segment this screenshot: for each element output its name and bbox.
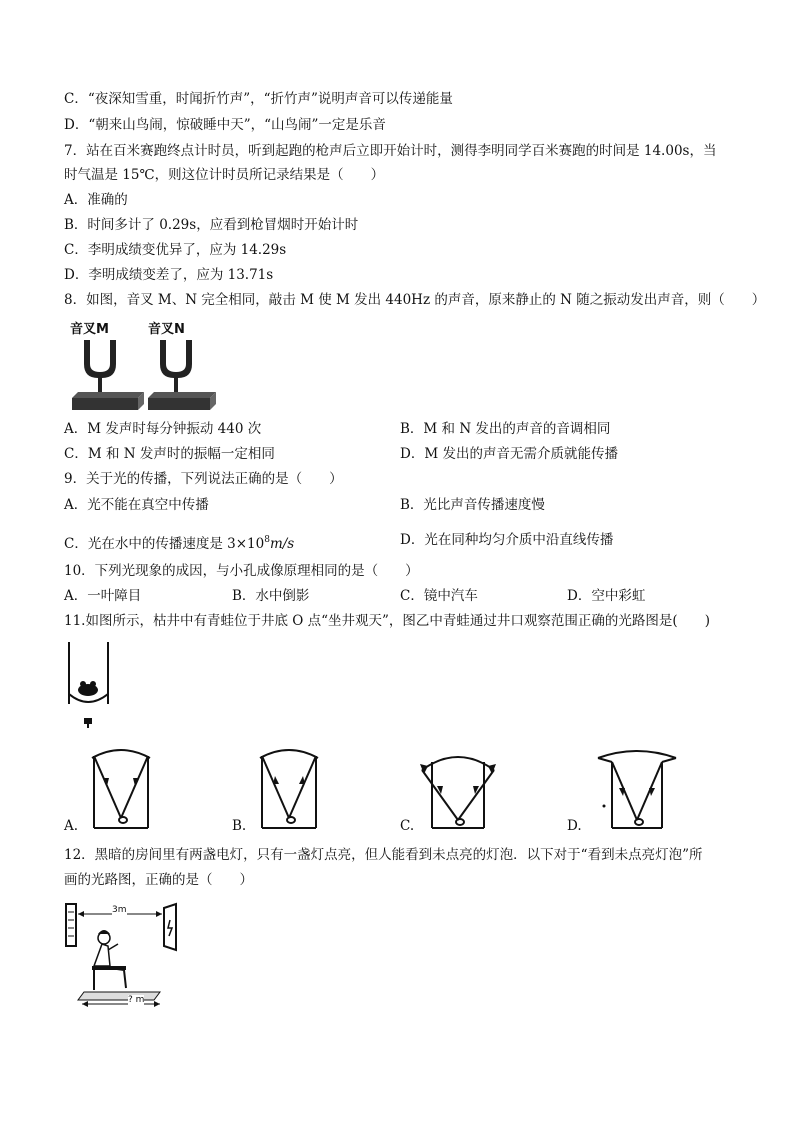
q8-stem: 8．如图，音叉 M、N 完全相同，敲击 M 使 M 发出 440Hz 的声音，原来静止的 N 随之振动发出声音，则（ ） <box>64 292 766 308</box>
tuning-fork-n-figure <box>144 318 224 414</box>
q7-option-d: D．李明成绩变差了，应为 13.71s <box>64 267 274 283</box>
q7-stem-line2: 时气温是 15℃，则这位计时员所记录结果是（ ） <box>64 167 385 183</box>
q9-option-d: D．光在同种均匀介质中沿直线传播 <box>400 532 614 548</box>
q10-option-b: B．水中倒影 <box>232 588 310 604</box>
q7-stem-line1: 7．站在百米赛跑终点计时员，听到起跑的枪声后立即开始计时，测得李明同学百米赛跑的时间是 14.00s，当 <box>64 143 717 159</box>
q9-option-c-exponent: 8 <box>264 535 270 545</box>
q9-option-c <box>64 531 294 553</box>
well-frog-figure <box>64 638 114 730</box>
q9-option-b: B．光比声音传播速度慢 <box>400 497 545 513</box>
q11-stem: 11.如图所示，枯井中有青蛙位于井底 O 点“坐井观天”，图乙中青蛙通过井口观察范围正确的光路图是( ) <box>64 613 710 629</box>
q11-b-light-path-icon <box>254 748 324 830</box>
q11-option-b: B. <box>232 818 247 834</box>
q9-option-a: A．光不能在真空中传播 <box>64 497 209 513</box>
q8-option-c: C．M 和 N 发声时的振幅一定相同 <box>64 446 275 462</box>
distance-label: ? m <box>128 995 145 1005</box>
q12-stem-line1: 12．黑暗的房间里有两盏电灯，只有一盏灯点亮，但人能看到未点亮的灯泡．以下对于“看到未点亮灯泡”所 <box>64 847 703 863</box>
q10-stem: 10．下列光现象的成因，与小孔成像原理相同的是（ ） <box>64 563 419 579</box>
q11-option-a-diagram <box>86 748 156 830</box>
fork-m-label: 音叉M <box>70 322 109 337</box>
q12-stem-line2: 画的光路图，正确的是（ ） <box>64 872 253 888</box>
q6-option-c: C．“夜深知雪重，时闻折竹声”，“折竹声”说明声音可以传递能量 <box>64 91 453 107</box>
q7-option-c: C．李明成绩变优异了，应为 14.29s <box>64 242 287 258</box>
q11-option-d-diagram <box>592 748 682 830</box>
well-frog-icon <box>64 638 114 730</box>
q8-option-b: B．M 和 N 发出的声音的音调相同 <box>400 421 611 437</box>
q9-option-c-text: C．光在水中的传播速度是 3×10 <box>64 536 265 552</box>
q11-c-light-path-icon <box>418 748 498 830</box>
q7-option-a: A．准确的 <box>64 192 128 208</box>
q11-option-b-diagram <box>254 748 324 830</box>
q10-option-a: A．一叶障目 <box>64 588 142 604</box>
q9-stem: 9．关于光的传播，下列说法正确的是（ ） <box>64 471 343 487</box>
room-width-label: 3m <box>112 905 127 915</box>
q11-a-light-path-icon <box>86 748 156 830</box>
fork-n-label: 音叉N <box>148 322 185 337</box>
q8-option-a: A．M 发声时每分钟振动 440 次 <box>64 421 262 437</box>
q10-option-d: D．空中彩虹 <box>567 588 646 604</box>
dark-room-figure <box>64 900 184 1008</box>
q11-option-d: D. <box>567 818 582 834</box>
q11-option-a: A. <box>64 818 79 834</box>
q11-d-light-path-icon <box>592 748 682 830</box>
q11-option-c: C. <box>400 818 415 834</box>
q9-option-c-unit: m/s <box>269 536 295 552</box>
q8-option-d: D．M 发出的声音无需介质就能传播 <box>400 446 618 462</box>
q7-option-b: B．时间多计了 0.29s，应看到枪冒烟时开始计时 <box>64 217 359 233</box>
q11-option-c-diagram <box>418 748 498 830</box>
q6-option-d: D．“朝来山鸟闹，惊破睡中天”，“山鸟闹”一定是乐音 <box>64 117 386 133</box>
q10-option-c: C．镜中汽车 <box>400 588 478 604</box>
tuning-fork-m-figure <box>68 318 148 414</box>
dark-room-icon <box>64 900 184 1008</box>
